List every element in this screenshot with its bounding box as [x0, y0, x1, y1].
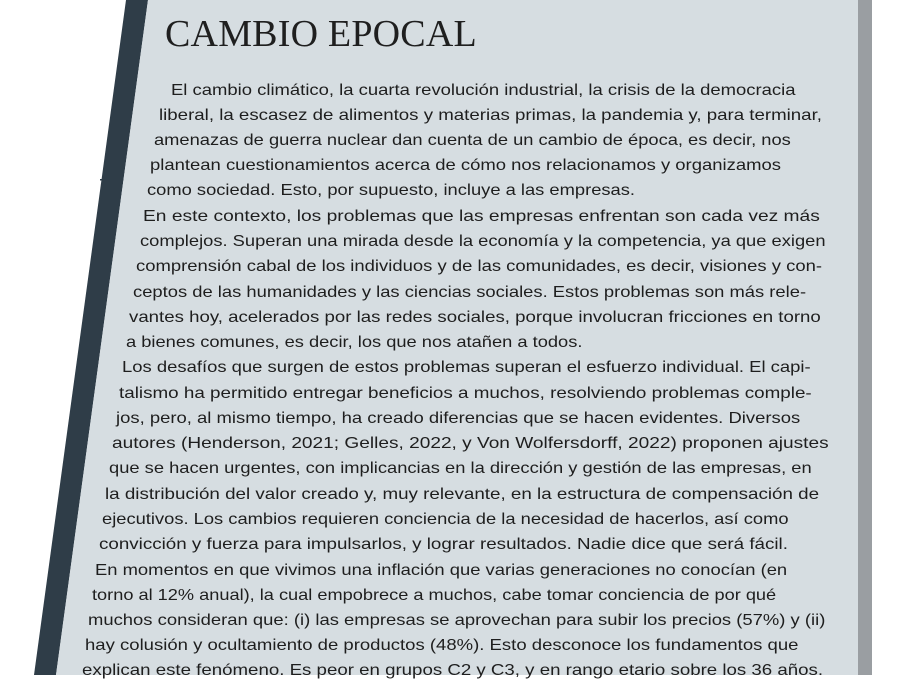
text-line: hay colusión y ocultamiento de productos (48%). Esto desconoce los fundamentos que [85, 637, 799, 654]
text-line: ejecutivos. Los cambios requieren conciencia de la necesidad de hacerlos, así como [102, 511, 789, 528]
text-line: jos, pero, al mismo tiempo, ha creado diferencias que se hacen evidentes. Diversos [116, 410, 801, 427]
text-line: convicción y fuerza para impulsarlos, y lograr resultados. Nadie dice que será fácil. [99, 536, 788, 553]
text-line: En este contexto, los problemas que las empresas enfrentan son cada vez más [143, 208, 820, 225]
text-line: complejos. Superan una mirada desde la economía y la competencia, ya que exigen [140, 233, 826, 250]
text-line: explican este fenómeno. Es peor en grupos C2 y C3, y en rango etario sobre los 36 años. [82, 662, 824, 679]
text-line: la distribución del valor creado y, muy relevante, en la estructura de compensación de [105, 486, 820, 503]
text-line: autores (Henderson, 2021; Gelles, 2022, y Von Wolfersdorff, 2022) proponen ajustes [112, 435, 829, 452]
text-line: ceptos de las humanidades y las ciencias sociales. Estos problemas son más rele- [133, 284, 807, 301]
text-line: torno al 12% anual), la cual empobrece a muchos, cabe tomar conciencia de por qué [92, 587, 777, 604]
text-line: plantean cuestionamientos acerca de cómo nos relacionamos y organizamos [150, 157, 781, 174]
text-line: El cambio climático, la cuarta revolución industrial, la crisis de la democracia [171, 82, 796, 99]
text-line: amenazas de guerra nuclear dan cuenta de un cambio de época, es decir, nos [154, 132, 791, 149]
right-edge-strip [858, 0, 872, 675]
article-title: CAMBIO EPOCAL [165, 13, 477, 55]
tick-mark [100, 179, 104, 181]
text-line: que se hacen urgentes, con implicancias en la dirección y gestión de las empresas, en [109, 460, 812, 477]
text-line: talismo ha permitido entregar beneficios a muchos, resolviendo problemas comple- [119, 385, 812, 402]
text-line: comprensión cabal de los individuos y de las comunidades, es decir, visiones y con- [136, 258, 822, 275]
text-line: vantes hoy, acelerados por las redes sociales, porque involucran fricciones en torno [129, 309, 821, 326]
text-line: Los desafíos que surgen de estos problemas superan el esfuerzo individual. El capi- [122, 359, 811, 376]
text-line: liberal, la escasez de alimentos y materias primas, la pandemia y, para terminar, [159, 107, 822, 124]
text-line: como sociedad. Esto, por supuesto, incluye a las empresas. [147, 182, 635, 199]
text-line: a bienes comunes, es decir, los que nos atañen a todos. [126, 334, 583, 351]
text-line: muchos consideran que: (i) las empresas se aprovechan para subir los precios (57%) y (ii) [88, 612, 826, 629]
text-line: En momentos en que vivimos una inflación que varias generaciones no conocían (en [95, 562, 788, 579]
